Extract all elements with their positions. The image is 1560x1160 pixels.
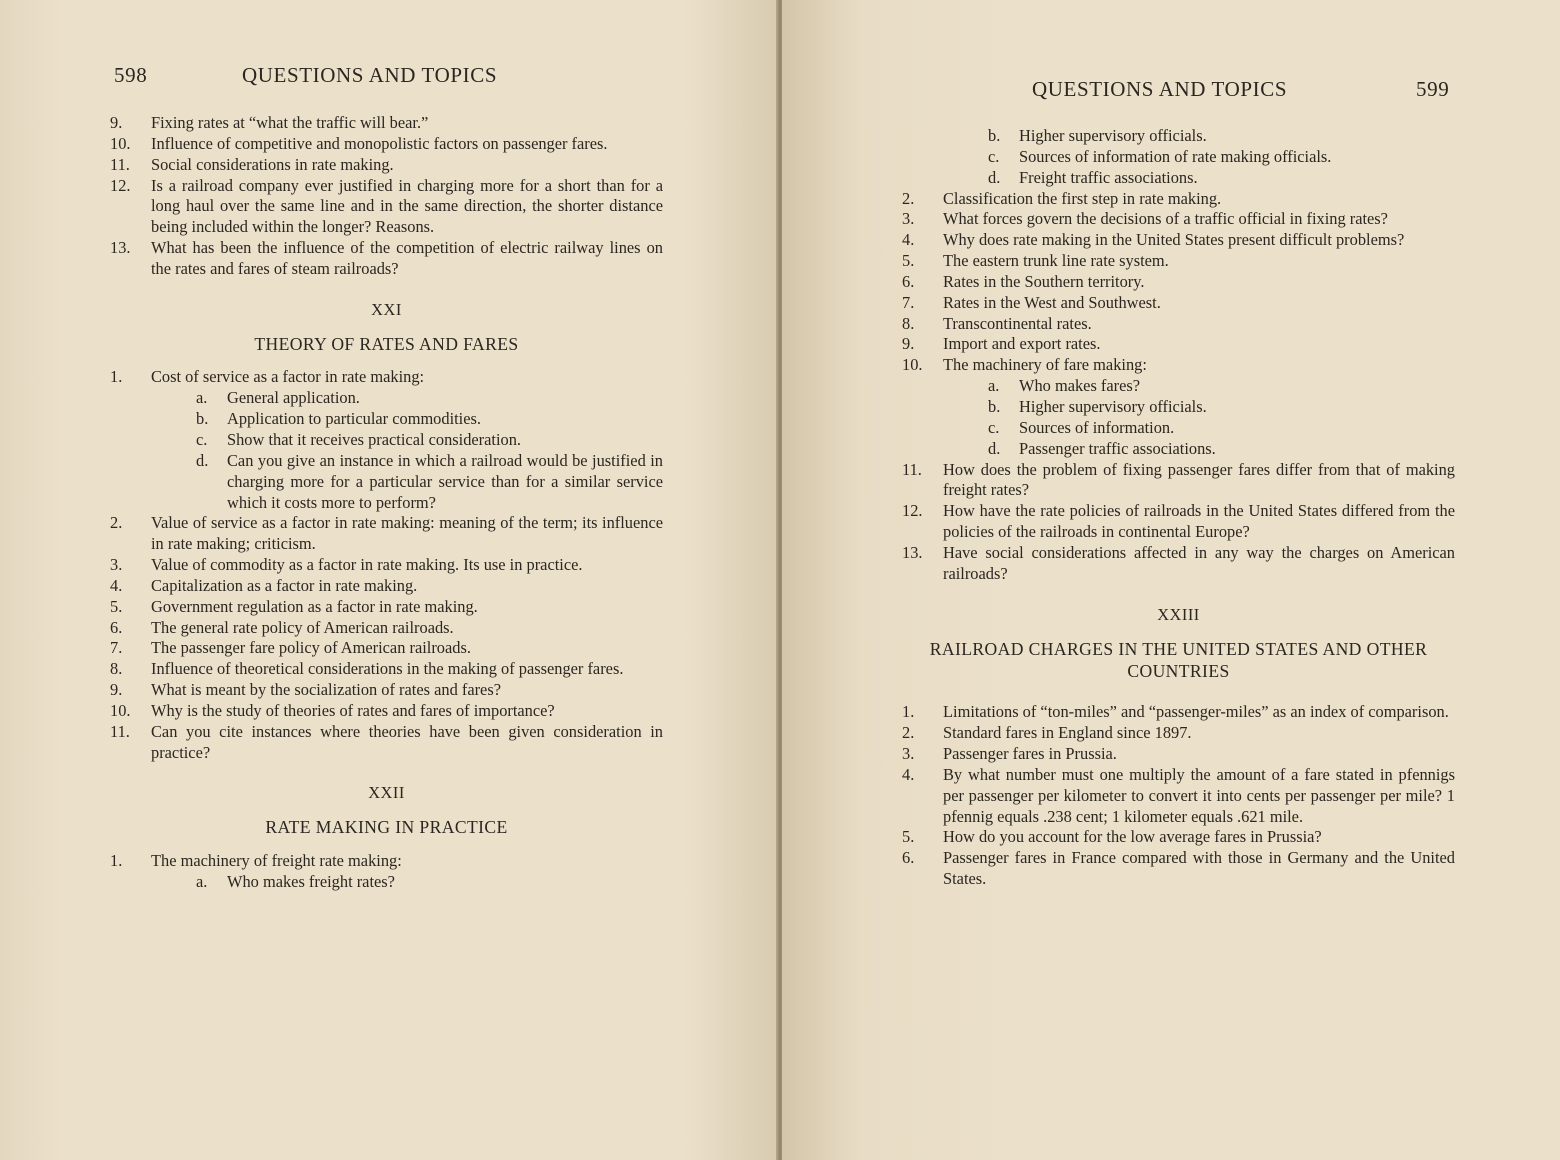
- list-item: 13. Have social considerations affected in any way the charges on American railroads?: [902, 542, 1455, 583]
- right-page: [782, 0, 1560, 1160]
- list-item: 1. Cost of service as a factor in rate making:: [110, 367, 425, 387]
- section-numeral: XXIII: [1157, 604, 1200, 624]
- list-item: 5. Government regulation as a factor in rate making.: [110, 596, 478, 616]
- section-title: RATE MAKING IN PRACTICE: [265, 817, 508, 838]
- list-item: 6. Passenger fares in France compared with those in Germany and the United States.: [902, 848, 1455, 889]
- sub-item: a. Who makes fares?: [988, 376, 1141, 396]
- list-item: 4. By what number must one multiply the amount of a fare stated in pfennigs per passenger per kilometer to convert it into cents per passenger per mile? 1 pfennig equals .238 cent; 1 kilometer equals .621 mile.: [902, 764, 1455, 826]
- sub-item: d. Can you give an instance in which a railroad would be justified in charging more for a particular service than for a similar service which it costs more to perform?: [196, 450, 663, 512]
- list-item: 1. The machinery of freight rate making:: [110, 851, 402, 871]
- sub-item: d. Passenger traffic associations.: [988, 438, 1216, 458]
- right-column: [902, 126, 1455, 890]
- section-title: THEORY OF RATES AND FARES: [254, 333, 519, 354]
- list-item: 5. How do you account for the low average fares in Prussia?: [902, 827, 1322, 847]
- list-item: 6. The general rate policy of American railroads.: [110, 617, 454, 637]
- list-item: 7. The passenger fare policy of American railroads.: [110, 638, 471, 658]
- list-item: 3. Passenger fares in Prussia.: [902, 744, 1117, 764]
- list-item: 11. Social considerations in rate making.: [110, 154, 394, 174]
- sub-item: a. General application.: [196, 388, 360, 408]
- list-item: 10. Influence of competitive and monopolistic factors on passenger fares.: [110, 133, 608, 153]
- list-item: 8. Transcontinental rates.: [902, 313, 1092, 333]
- list-item: 4. Capitalization as a factor in rate making.: [110, 575, 418, 595]
- list-item: 13. What has been the influence of the competition of electric railway lines on the rates and fares of steam railroads?: [110, 238, 663, 278]
- list-item: 9. Fixing rates at “what the traffic will bear.”: [110, 113, 429, 132]
- list-item: 1. Limitations of “ton-miles” and “passenger-miles” as an index of comparison.: [902, 702, 1449, 722]
- list-item: 2. Value of service as a factor in rate making: meaning of the term; its influence in rate making; criticism.: [110, 513, 663, 554]
- list-item: 2. Classification the first step in rate making.: [902, 188, 1222, 208]
- list-item: 3. What forces govern the decisions of a traffic official in fixing rates?: [902, 209, 1388, 229]
- sub-item: c. Sources of information.: [988, 417, 1175, 437]
- list-item: 6. Rates in the Southern territory.: [902, 271, 1145, 291]
- list-item: 7. Rates in the West and Southwest.: [902, 292, 1161, 312]
- list-item: 3. Value of commodity as a factor in rate making. Its use in practice.: [110, 555, 583, 575]
- list-item: 8. Influence of theoretical considerations in the making of passenger fares.: [110, 659, 624, 679]
- left-page: [0, 0, 778, 1160]
- list-item: 9. What is meant by the socialization of rates and fares?: [110, 680, 501, 700]
- list-item: 5. The eastern trunk line rate system.: [902, 251, 1169, 271]
- list-item: 9. Import and export rates.: [902, 334, 1101, 354]
- sub-item: a. Who makes freight rates?: [196, 872, 395, 891]
- list-item: 11. Can you cite instances where theories have been given consideration in practice?: [110, 721, 663, 762]
- sub-item: b. Higher supervisory officials.: [988, 126, 1207, 145]
- sub-item: c. Show that it receives practical consideration.: [196, 429, 522, 449]
- section-title: RAILROAD CHARGES IN THE UNITED STATES AND OTHER COUNTRIES: [929, 639, 1428, 682]
- page-number: 599: [1416, 77, 1450, 101]
- list-item: 2. Standard fares in England since 1897.: [902, 723, 1192, 743]
- sub-item: b. Application to particular commodities.: [196, 409, 481, 429]
- running-title: QUESTIONS AND TOPICS: [242, 63, 498, 87]
- list-item: 12. Is a railroad company ever justified in charging more for a short than for a long haul over the same line and in the same direction, the shorter distance being included within the longer? Reasons.: [110, 175, 663, 237]
- section-numeral: XXI: [371, 299, 402, 319]
- list-item: 12. How have the rate policies of railroads in the United States differed from the policies of the railroads in continental Europe?: [902, 501, 1455, 542]
- page-number: 598: [114, 63, 148, 87]
- sub-item: b. Higher supervisory officials.: [988, 396, 1207, 416]
- list-item: 10. The machinery of fare making:: [902, 355, 1147, 375]
- continued-items: [110, 113, 663, 280]
- sub-item: c. Sources of information of rate making officials.: [988, 146, 1332, 166]
- list-item: 4. Why does rate making in the United States present difficult problems?: [902, 230, 1405, 250]
- list-item: 11. How does the problem of fixing passenger fares differ from that of making freight rates?: [902, 459, 1455, 500]
- left-column: [110, 113, 663, 893]
- sub-item: d. Freight traffic associations.: [988, 167, 1198, 187]
- running-title: QUESTIONS AND TOPICS: [1032, 77, 1288, 101]
- list-item: 10. Why is the study of theories of rates and fares of importance?: [110, 700, 555, 720]
- section-numeral: XXII: [368, 783, 405, 803]
